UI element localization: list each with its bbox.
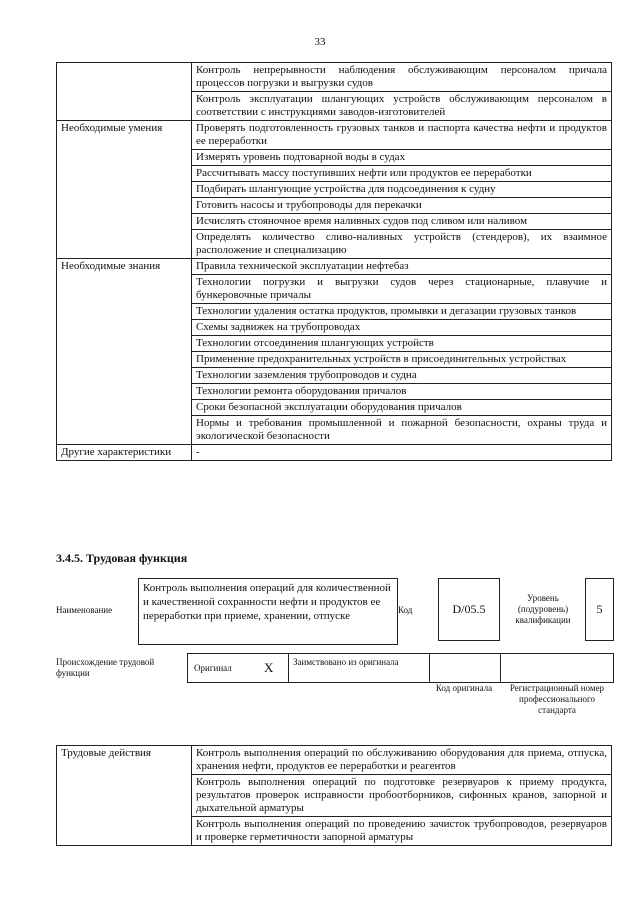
requirement-item: Контроль эксплуатации шлангующих устройств обслуживающим персоналом в соответствии с инструкциями заводов-изготовителей [192,92,612,121]
requirement-item: Технологии ремонта оборудования причалов [192,384,612,400]
level-box [585,578,614,641]
requirement-item: Применение предохранительных устройств в присоединительных устройствах [192,352,612,368]
code-original-label: Код оригинала [435,683,493,693]
origin-label: Происхождение трудовой функции [56,657,155,678]
reg-number-cell [500,653,614,683]
reg-number-label: Регистрационный номер профессионального стандарта [509,683,605,715]
requirement-item: Технологии удаления остатка продуктов, промывки и дегазации грузовых танков [192,304,612,320]
original-mark: X [264,660,274,675]
code-label: Код [398,605,413,615]
row-group-label [57,63,192,121]
requirement-item: Готовить насосы и трубопроводы для перекачки [192,198,612,214]
table-row [57,121,612,150]
requirement-item: Контроль непрерывности наблюдения обслуживающим персоналом причала процессов погрузки и выгрузки судов [192,63,612,92]
level-value: 5 [596,602,603,616]
requirement-item: Сроки безопасной эксплуатации оборудования причалов [192,400,612,416]
requirement-item: Определять количество сливо-наливных устройств (стендеров), их взаимное расположение и специализацию [192,230,612,259]
row-group-label: Необходимые знания [57,259,192,445]
function-code-box [438,578,500,641]
function-name: Контроль выполнения операций для количественной и качественной сохранности нефти и продуктов ее переработки при приеме, хранении, отпуске [143,582,391,622]
labor-actions-label: Трудовые действия [57,746,192,846]
requirement-item: - [192,445,612,461]
table-row [57,445,612,461]
borrowed-cell [288,653,430,683]
code-original-cell [429,653,501,683]
function-name-box [138,578,398,645]
section-title: 3.4.5. Трудовая функция [56,551,188,565]
table-row [57,259,612,275]
original-label: Оригинал [194,663,232,673]
labor-action-item: Контроль выполнения операций по обслуживанию оборудования для приема, отпуска, хранения нефти, продуктов ее переработки и реагентов [192,746,612,775]
labor-action-item: Контроль выполнения операций по проведению зачисток трубопроводов, резервуаров и проверке герметичности запорной арматуры [192,817,612,846]
requirement-item: Проверять подготовленность грузовых танков и паспорта качества нефти и продуктов ее переработки [192,121,612,150]
requirement-item: Исчислять стояночное время наливных судов под сливом или наливом [192,214,612,230]
requirements-table [56,62,612,461]
requirement-item: Нормы и требования промышленной и пожарной безопасности, охраны труда и экологической безопасности [192,416,612,445]
table-row [57,63,612,92]
requirement-item: Технологии погрузки и выгрузки судов через стационарные, плавучие и бункеровочные причалы [192,275,612,304]
labor-action-item: Контроль выполнения операций по подготовке резервуаров к приему продукта, результатов проверок исправности пробоотборников, сифонных кранов, запорной и дыхательной арматуры [192,775,612,817]
level-label: Уровень (подуровень) квалификации [515,593,571,625]
requirement-item: Рассчитывать массу поступивших нефти или продуктов ее переработки [192,166,612,182]
page-number: 33 [314,36,326,48]
row-group-label: Другие характеристики [57,445,192,461]
requirement-item: Подбирать шлангующие устройства для подсоединения к судну [192,182,612,198]
function-code: D/05.5 [452,602,486,616]
requirement-item: Технологии заземления трубопроводов и судна [192,368,612,384]
labor-actions-table [56,745,612,846]
requirement-item: Технологии отсоединения шлангующих устройств [192,336,612,352]
requirement-item: Правила технической эксплуатации нефтебаз [192,259,612,275]
requirement-item: Измерять уровень подтоварной воды в судах [192,150,612,166]
requirement-item: Схемы задвижек на трубопроводах [192,320,612,336]
row-group-label: Необходимые умения [57,121,192,259]
table-row [57,746,612,775]
original-cell [187,653,289,683]
borrowed-label: Заимствовано из оригинала [293,657,399,667]
name-label: Наименование [56,605,113,615]
